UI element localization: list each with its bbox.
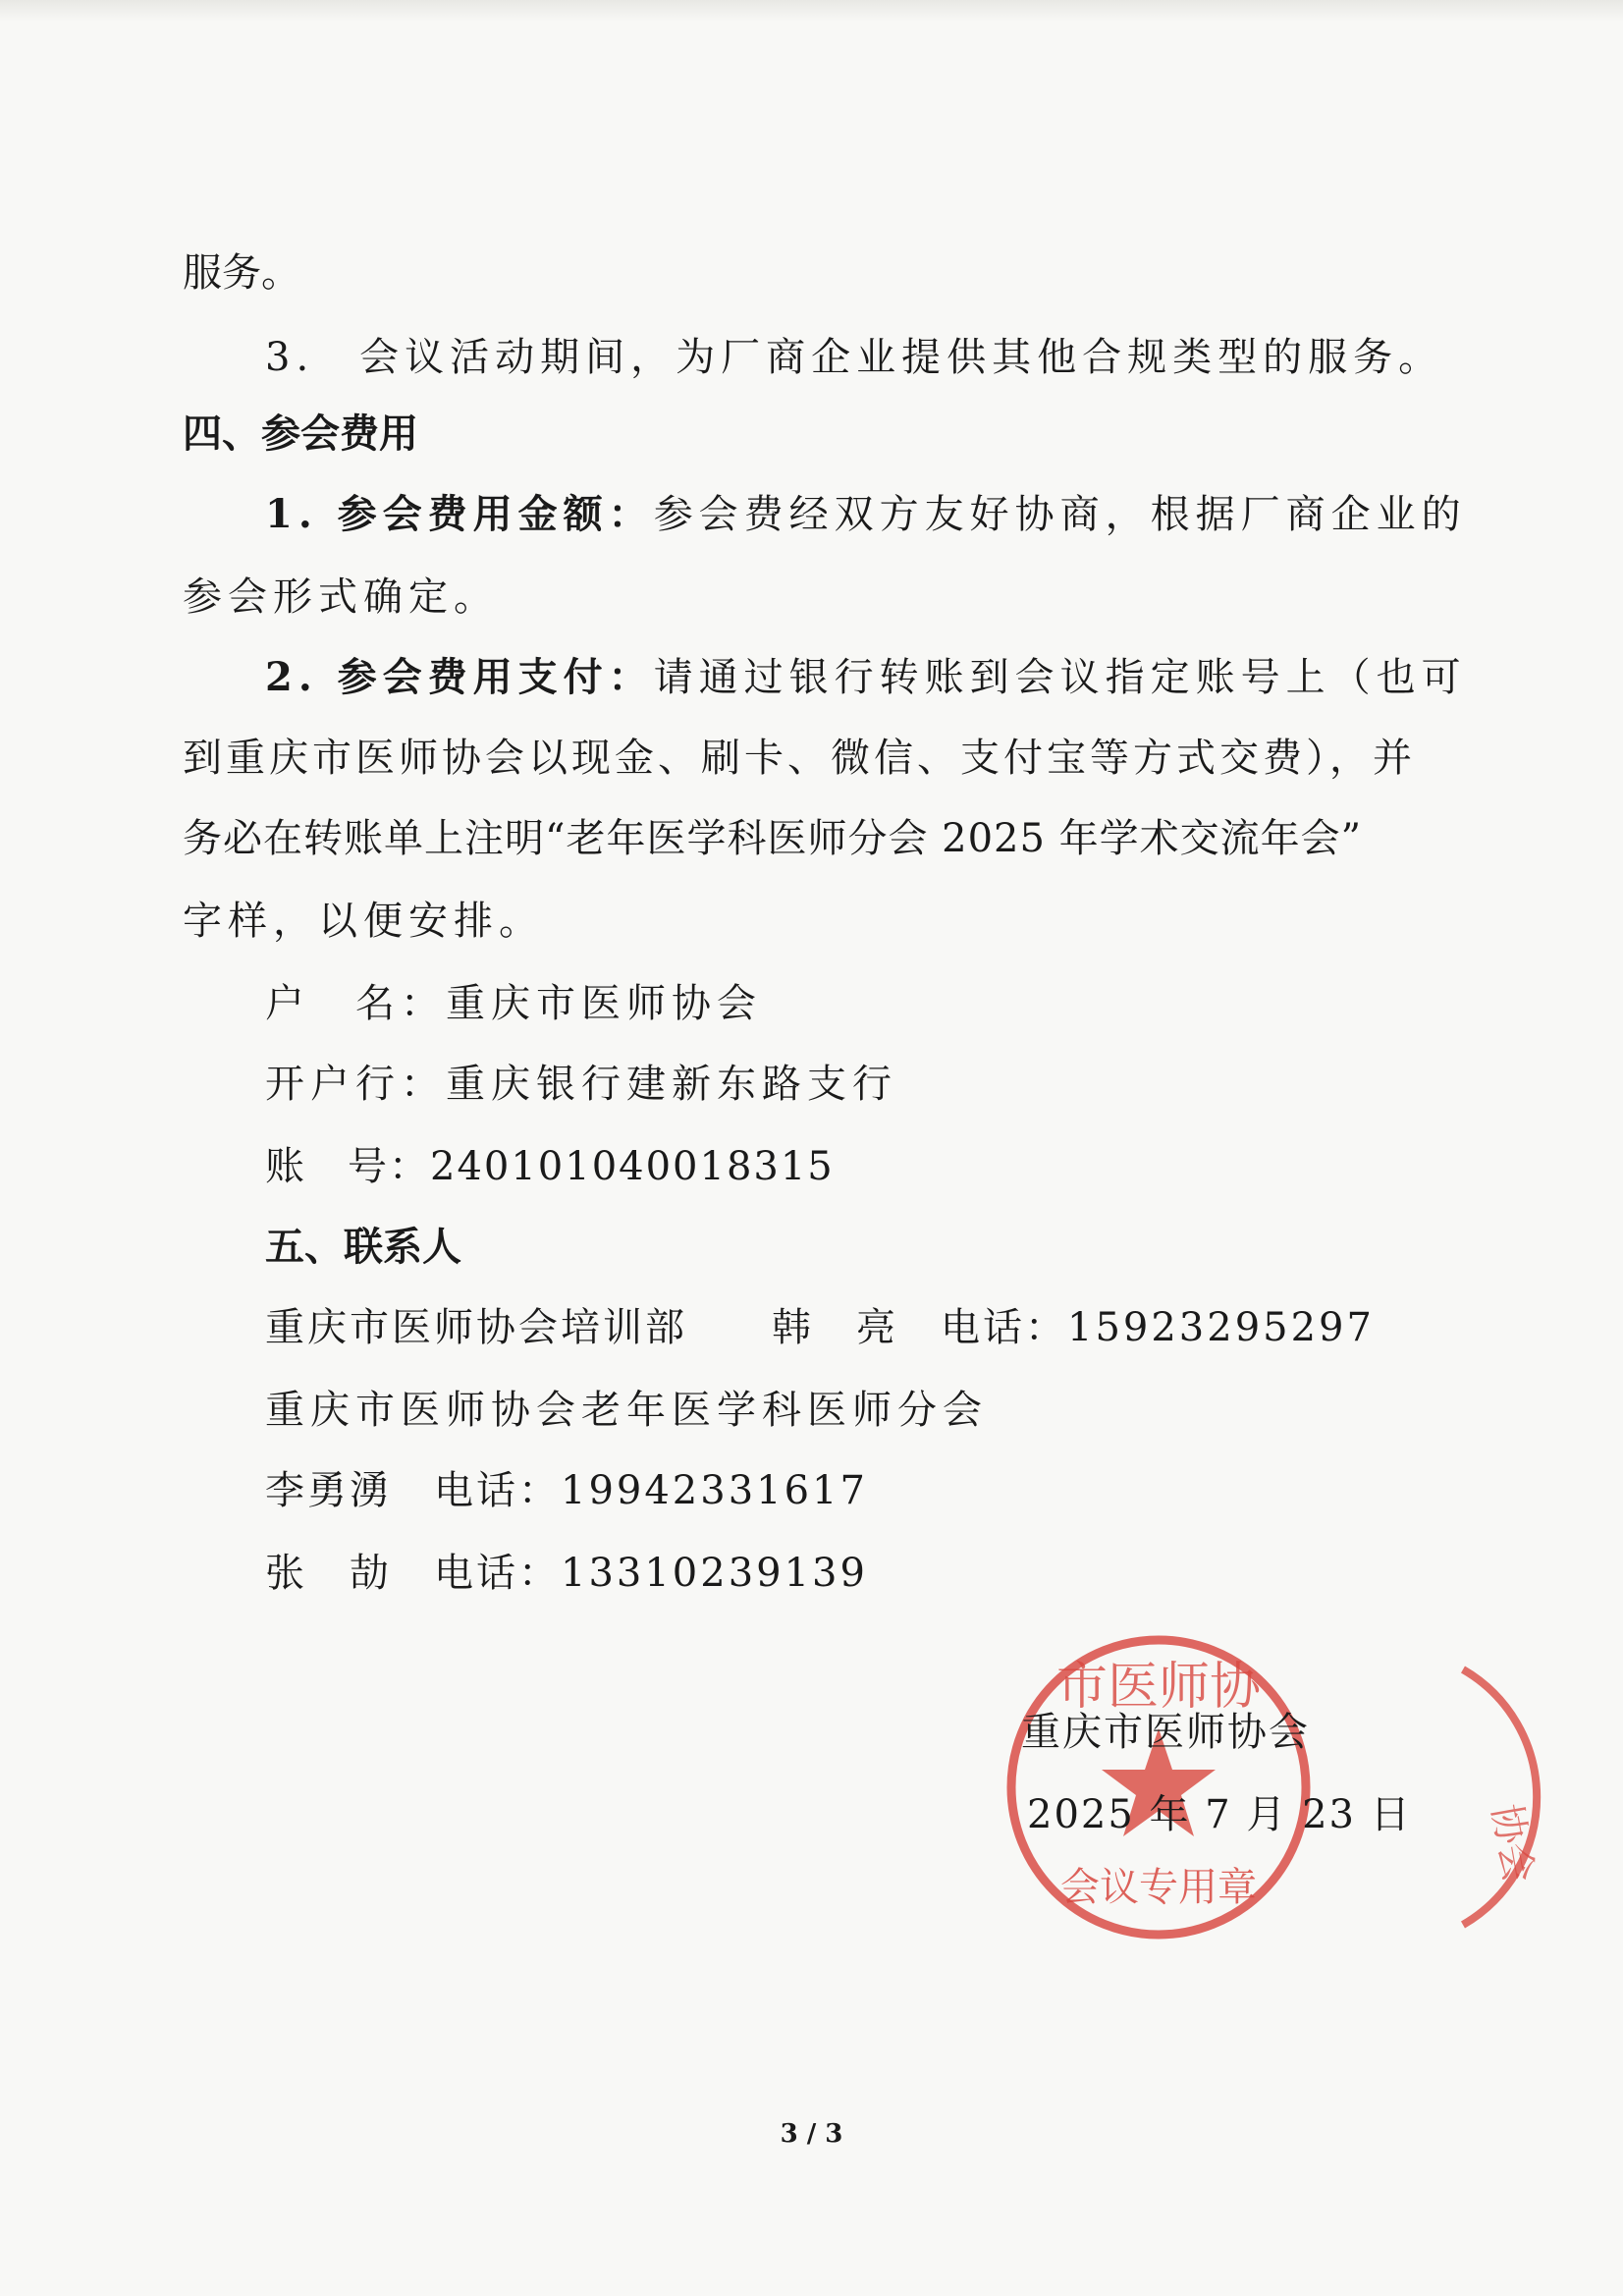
bank-account-name: 户 名：重庆市医师协会 [265,981,762,1026]
fee-amount-cont: 参会形式确定。 [183,574,499,620]
text-line-1: 服务。 [183,250,300,296]
fee-payment-cont-1: 到重庆市医师协会以现金、刷卡、微信、支付宝等方式交费），并 [183,736,1416,781]
signature-date: 2025 年 7 月 23 日 [1027,1792,1412,1837]
fee-payment-label: 2. 参会费用支付： [265,654,654,700]
section-heading-fees: 四、参会费用 [183,410,418,457]
fee-payment-paragraph [265,650,1467,705]
edge-seal [1453,1660,1571,1935]
edge-seal-text: 协会 [1483,1800,1542,1886]
fee-amount-paragraph [265,487,1467,542]
seal-bottom-text: 会议专用章 [1060,1865,1257,1910]
text-line-2: 3. 会议活动期间，为厂商企业提供其他合规类型的服务。 [265,335,1444,380]
contact-li: 李勇湧 电话：19942331617 [265,1468,868,1513]
fee-payment-cont-3: 字样，以便安排。 [183,899,544,944]
signature-org: 重庆市医师协会 [1021,1710,1310,1755]
bank-branch: 开户行：重庆银行建新东路支行 [265,1062,897,1107]
contact-zhang: 张 劼 电话：13310239139 [265,1551,868,1596]
bank-account-number: 账 号：240101040018315 [265,1144,835,1189]
fee-payment-text: 请通过银行转账到会议指定账号上（也可 [653,655,1467,700]
page-number: 3 / 3 [780,2119,843,2149]
fee-amount-label: 1. 参会费用金额： [265,491,654,537]
fee-amount-text: 参会费经双方友好协商，根据厂商企业的 [653,492,1467,537]
contact-training-dept: 重庆市医师协会培训部 韩 亮 电话：15923295297 [265,1305,1375,1350]
contact-geriatrics-branch: 重庆市医师协会老年医学科医师分会 [265,1388,988,1433]
seal-top-text: 市医师协 [1055,1658,1262,1717]
scan-edge [0,0,1623,22]
fee-payment-cont-2: 务必在转账单上注明“老年医学科医师分会 2025 年学术交流年会” [183,816,1363,861]
section-heading-contacts: 五、联系人 [265,1224,461,1270]
